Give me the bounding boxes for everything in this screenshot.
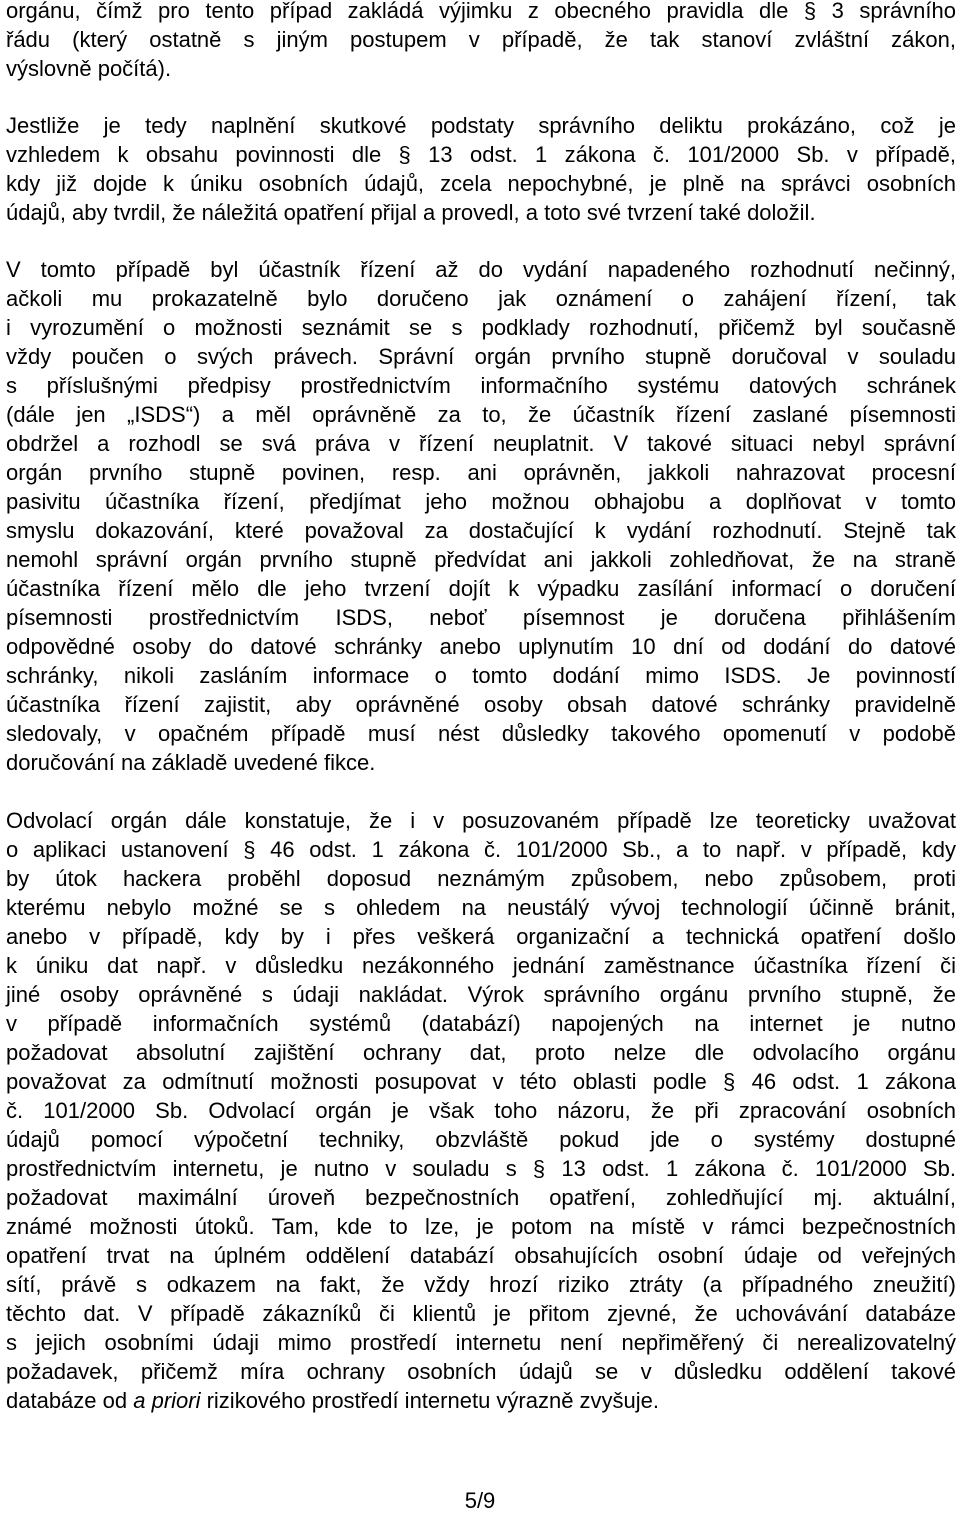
text-line: i vyrozumění o možnosti seznámit se s podklady rozhodnutí, přičemž byl současně bbox=[6, 315, 956, 340]
text-line: účastníka řízení zajistit, aby oprávněné osoby obsah datové schránky pravidelně bbox=[6, 692, 956, 717]
text-line: sledovaly, v opačném případě musí nést důsledky takového opomenutí v podobě bbox=[6, 721, 956, 746]
text-line: Jestliže je tedy naplnění skutkové podstaty správního deliktu prokázáno, což je bbox=[6, 113, 956, 138]
text-line: těchto dat. V případě zákazníků či klientů je přitom zjevné, že uchovávání databáze bbox=[6, 1301, 956, 1326]
text-line: požadavek, přičemž míra ochrany osobních údajů se v důsledku oddělení takové bbox=[6, 1359, 956, 1384]
text-line: orgánu, čímž pro tento případ zakládá výjimku z obecného pravidla dle § 3 správního bbox=[6, 0, 956, 23]
text-line: považovat za odmítnutí možnosti posupovat v této oblasti podle § 46 odst. 1 zákona bbox=[6, 1069, 956, 1094]
text-line: jiné osoby oprávněné s údaji nakládat. Výrok správního orgánu prvního stupně, že bbox=[6, 982, 956, 1007]
text-line: (dále jen „ISDS“) a měl oprávněně za to, že účastník řízení zaslané písemnosti bbox=[6, 402, 956, 427]
text-line: anebo v případě, kdy by i přes veškerá organizační a technická opatření došlo bbox=[6, 924, 956, 949]
text-line: ačkoli mu prokazatelně bylo doručeno jak oznámení o zahájení řízení, tak bbox=[6, 286, 956, 311]
paragraph bbox=[6, 806, 956, 1415]
paragraph bbox=[6, 0, 956, 83]
text-line: orgán prvního stupně povinen, resp. ani oprávněn, jakkoli nahrazovat procesní bbox=[6, 460, 956, 485]
text-line: s příslušnými předpisy prostřednictvím informačního systému datových schránek bbox=[6, 373, 956, 398]
text-line: smyslu dokazování, které považoval za dostačující k vydání rozhodnutí. Stejně tak bbox=[6, 518, 956, 543]
text-line: sítí, právě s odkazem na fakt, že vždy hrozí riziko ztráty (a případného zneužití) bbox=[6, 1272, 956, 1297]
text-line: s jejich osobními údaji mimo prostředí internetu není nepřiměřený či nerealizovatelný bbox=[6, 1330, 956, 1355]
text-line: prostřednictvím internetu, je nutno v souladu s § 13 odst. 1 zákona č. 101/2000 Sb. bbox=[6, 1156, 956, 1181]
text-line: č. 101/2000 Sb. Odvolací orgán je však toho názoru, že při zpracování osobních bbox=[6, 1098, 956, 1123]
text-fragment: rizikového prostředí internetu výrazně zvyšuje. bbox=[200, 1388, 660, 1413]
text-line: odpovědné osoby do datové schránky anebo uplynutím 10 dní od dodání do datové bbox=[6, 634, 956, 659]
text-line: požadovat maximální úroveň bezpečnostních opatření, zohledňující mj. aktuální, bbox=[6, 1185, 956, 1210]
text-line: nemohl správní orgán prvního stupně předvídat ani jakkoli zohledňovat, že na straně bbox=[6, 547, 956, 572]
text-line: řádu (který ostatně s jiným postupem v případě, že tak stanoví zvláštní zákon, bbox=[6, 27, 956, 52]
text-line: schránky, nikoli zasláním informace o tomto dodání mimo ISDS. Je povinností bbox=[6, 663, 956, 688]
text-line: obdržel a rozhodl se svá práva v řízení neuplatnit. V takové situaci nebyl správní bbox=[6, 431, 956, 456]
text-line: účastníka řízení mělo dle jeho tvrzení dojít k výpadku zasílání informací o doručení bbox=[6, 576, 956, 601]
text-line: by útok hackera proběhl doposud neznámým způsobem, nebo způsobem, proti bbox=[6, 866, 956, 891]
text-line: vždy poučen o svých právech. Správní orgán prvního stupně doručoval v souladu bbox=[6, 344, 956, 369]
text-line: opatření trvat na úplném oddělení databází obsahujících osobní údaje od veřejných bbox=[6, 1243, 956, 1268]
page-number: 5/9 bbox=[464, 1488, 496, 1513]
text-line: výslovně počítá). bbox=[6, 56, 172, 81]
text-line: Odvolací orgán dále konstatuje, že i v posuzovaném případě lze teoreticky uvažovat bbox=[6, 808, 956, 833]
text-line-with-italic bbox=[6, 1386, 956, 1415]
text-line: doručování na základě uvedené fikce. bbox=[6, 750, 376, 775]
paragraph bbox=[6, 255, 956, 777]
text-line: údajů, aby tvrdil, že náležitá opatření přijal a provedl, a toto své tvrzení také doložil. bbox=[6, 200, 816, 225]
italic-term: a priori bbox=[133, 1388, 201, 1413]
paragraph bbox=[6, 111, 956, 227]
text-line: V tomto případě byl účastník řízení až do vydání napadeného rozhodnutí nečinný, bbox=[6, 257, 956, 282]
text-line: známé možnosti útoků. Tam, kde to lze, je potom na místě v rámci bezpečnostních bbox=[6, 1214, 956, 1239]
text-line: v případě informačních systémů (databází) napojených na internet je nutno bbox=[6, 1011, 956, 1036]
text-line: kterému nebylo možné se s ohledem na neustálý vývoj technologií účinně bránit, bbox=[6, 895, 956, 920]
text-line: údajů pomocí výpočetní techniky, obzvláště pokud jde o systémy dostupné bbox=[6, 1127, 956, 1152]
text-line: písemnosti prostřednictvím ISDS, neboť písemnost je doručena přihlášením bbox=[6, 605, 956, 630]
text-line: k úniku dat např. v důsledku nezákonného jednání zaměstnance účastníka řízení či bbox=[6, 953, 956, 978]
text-line: kdy již dojde k úniku osobních údajů, zcela nepochybné, je plně na správci osobních bbox=[6, 171, 956, 196]
text-line: vzhledem k obsahu povinnosti dle § 13 odst. 1 zákona č. 101/2000 Sb. v případě, bbox=[6, 142, 956, 167]
text-line: požadovat absolutní zajištění ochrany dat, proto nelze dle odvolacího orgánu bbox=[6, 1040, 956, 1065]
text-line: pasivitu účastníka řízení, předjímat jeho možnou obhajobu a doplňovat v tomto bbox=[6, 489, 956, 514]
text-fragment: databáze od bbox=[6, 1388, 134, 1413]
text-line: o aplikaci ustanovení § 46 odst. 1 zákona č. 101/2000 Sb., a to např. v případě, kdy bbox=[6, 837, 956, 862]
